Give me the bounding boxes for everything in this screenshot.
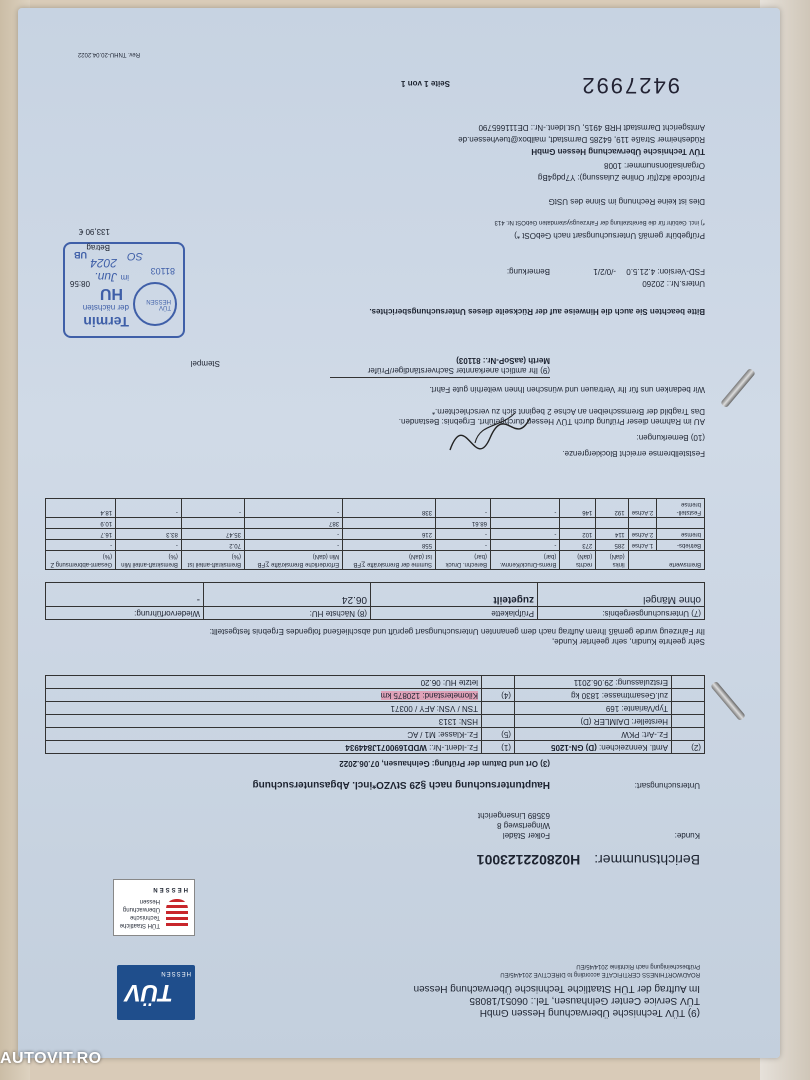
remarks-line-1: AU im Rahmen dieser Prüfung durch TÜV Hessen durchgeführt. Ergebnis: Bestanden.: [398, 417, 705, 426]
brake-row: [46, 529, 705, 540]
logo-text: TÜV: [125, 979, 173, 1006]
brake-row-label: Betriebs-: [657, 540, 705, 551]
crest-label: HESSEN: [151, 886, 188, 892]
brake-row: [46, 540, 705, 551]
field-code: (4): [482, 689, 515, 702]
crest-text-2: Technische: [129, 914, 160, 920]
place-date: (3) Ort und Datum der Prüfung: Gelnhausen, 07.06.2022: [339, 759, 550, 768]
brake-cell: -: [116, 499, 182, 518]
brake-cell: 16.7: [46, 529, 116, 540]
fsd-version: 4.21.5.0: [626, 267, 656, 276]
stamp-im: im: [120, 273, 129, 282]
brake-cell: 83.3: [116, 529, 182, 540]
seal-text: TÜV HESSEN: [146, 298, 171, 310]
stamp-date: Jun. 2024: [90, 256, 117, 284]
brake-cell: 68.61: [436, 518, 491, 529]
variant: 169: [605, 704, 620, 713]
result-defects: ohne Mängel: [538, 583, 705, 607]
hsn: 1313: [438, 717, 457, 726]
org-line-2: TÜV Service Center Gelnhausen, Tel.: 06051/18085: [469, 995, 700, 1006]
org-line-3: Im Auftrag der TÜH Staatliche Technische Überwachung Hessen: [413, 983, 700, 994]
company-register: Amtsgericht Darmstadt HRB 4915, Ust.Ident.-Nr.: DE111665790: [478, 123, 705, 132]
brake-cell: 35.47: [181, 529, 244, 540]
remarks-line-2: Das Tragbild der Bremsscheiben an Achse 2 beginnt sich zu verschlechtern.*: [431, 407, 705, 416]
brake-table: [45, 498, 705, 570]
company-address: Rüdesheimer Straße 119, 64285 Darmstadt, mailbox@tuevhessen.de: [458, 135, 705, 144]
revision: Rev. TNHU-20.04.2022: [77, 51, 140, 57]
brake-cell: 18.4: [46, 499, 116, 518]
exam-type: Hauptuntersuchung nach §29 StVZO*incl. Abgasuntersuchung: [252, 779, 550, 790]
brake-cell: -: [46, 540, 116, 551]
brake-cell: 338: [343, 499, 436, 518]
brake-header-cell: rechts (daN): [560, 551, 596, 570]
brake-header-cell: Bremswerte: [628, 551, 704, 570]
brake-cell: -: [245, 499, 343, 518]
org-line-1: (9) TÜV Technische Überwachung Hessen GmbH: [479, 1007, 700, 1018]
brake-cell: -: [181, 499, 244, 518]
next-hu: 06.24: [204, 583, 371, 607]
brake-header-cell: Berechn. Druck (bar): [436, 551, 491, 570]
variant-label: Typ/Variante:: [621, 704, 668, 713]
brake-cell: 273: [560, 540, 596, 551]
brake-cell: -: [245, 529, 343, 540]
customer-city: 63589 Linsengericht: [477, 811, 550, 820]
fee-line: Prüfgebühr gemäß Untersuchungsart nach GebOSt *): [514, 231, 705, 240]
vehicle-class: M1 / AC: [407, 730, 436, 739]
brake-cell: 216: [343, 529, 436, 540]
tuv-hessen-seal-icon: [133, 282, 177, 326]
revisit: -: [46, 583, 204, 607]
crest-text-4: Hessen: [139, 898, 160, 904]
org-header: [210, 962, 700, 1018]
brake-row-label: [657, 518, 705, 529]
last-hu: 06.20: [420, 678, 441, 687]
org-number: Organisationsnummer: 1008: [604, 161, 705, 170]
mass-label: zul.Gesamtmasse:: [601, 691, 668, 700]
code-line: Prüfcode ikfz(für Online Zulassung): Y7pdg4Bg: [537, 173, 705, 182]
notice-line-2: Ihr Fahrzeug wurde gemäß Ihrem Auftrag nach dem genannten Untersuchungsart geprüft und abschließend folgendes Ergebnis festgestellt:: [209, 627, 705, 636]
brake-cell: 146: [560, 499, 596, 518]
vehicle-type: PKW: [621, 730, 640, 739]
stamp-title: Termin: [83, 314, 129, 330]
brake-cell: [560, 518, 596, 529]
stamp-signature: SO: [127, 250, 143, 262]
stamp-label: Stempel: [190, 359, 220, 368]
brake-header-cell: Brems-Druck/Kennw. (bar): [490, 551, 559, 570]
customer-name: Folker Städel: [502, 831, 550, 840]
amount: 133,90 €: [78, 227, 110, 236]
km-label: Kilometerstand:: [422, 691, 478, 700]
brake-cell: [490, 518, 559, 529]
fsd-label: FSD-Version:: [657, 267, 705, 276]
thanks-line: Wir bedanken uns für Ihr Vertrauen und wünschen Ihnen weiterhin gute Fahrt.: [429, 385, 705, 394]
first-reg-label: Erstzulassung:: [615, 678, 668, 687]
vin-value: WDD1690071J844934: [345, 743, 427, 752]
stamp-sub: der nächsten: [82, 303, 129, 312]
hints-line: Bitte beachten Sie auch die Hinweise auf der Rückseite dieses Untersuchungsberichtes.: [369, 307, 705, 316]
order-line: [642, 278, 705, 288]
no-invoice: Dies ist keine Rechnung im Sinne des UStG: [548, 197, 705, 206]
tsn: AFY / 00371: [390, 704, 435, 713]
crest-text-3: Überwachung: [122, 906, 160, 912]
maker-label: Hersteller:: [631, 717, 668, 726]
brake-cell: 2.Achse: [628, 529, 657, 540]
plate-label: Amtl. Kennzeichen:: [599, 743, 668, 752]
brake-header-cell: Bremskraft-anteil Min (%): [116, 551, 182, 570]
brake-header-cell: links (daN): [596, 551, 628, 570]
cert-line-2: Prüfbescheinigung nach Richtlinie 2014/45/EU: [576, 963, 700, 969]
logo-subtext: HESSEN: [160, 970, 191, 976]
brake-header-cell: Gesamt-abbremsung Z (%): [46, 551, 116, 570]
stamp-code: UB: [74, 250, 87, 260]
brake-cell: 2.Achse: [628, 499, 657, 518]
brake-header-cell: Erforderliche Bremskräfte ∑FB Min (daN): [245, 551, 343, 570]
vehicle-table: [45, 675, 705, 754]
vehicle-type-label: Fz.-Art:: [641, 730, 668, 739]
plate-value: (D) GN-1205: [551, 743, 597, 752]
brake-cell: -: [116, 540, 182, 551]
result-table: [45, 582, 705, 620]
hu-due-stamp: [63, 242, 185, 338]
tuv-logo: [117, 965, 195, 1020]
field-code: (1): [482, 741, 515, 754]
brake-cell: 558: [343, 540, 436, 551]
fsd-line: [593, 266, 705, 276]
examiner-block: [330, 355, 550, 378]
brake-cell: 102: [560, 529, 596, 540]
hessen-crest: [113, 879, 195, 936]
brake-cell: -: [436, 529, 491, 540]
customer-block: [478, 810, 550, 840]
brake-cell: -: [436, 540, 491, 551]
brake-row: [46, 499, 705, 518]
lion-crest-icon: [166, 899, 188, 929]
report-number-row: [477, 852, 700, 868]
customer-label: Kunde:: [674, 831, 700, 840]
amount-label: Betrag: [86, 243, 110, 252]
vehicle-class-label: Fz.-Klasse:: [437, 730, 478, 739]
brake-header-cell: Bremskraft-anteil Ist (%): [181, 551, 244, 570]
brake-cell: -: [490, 499, 559, 518]
mass: 1830 kg: [571, 691, 600, 700]
brake-cell: 70.2: [181, 540, 244, 551]
brake-cell: [596, 518, 628, 529]
brake-cell: -: [245, 540, 343, 551]
rotated-document: [18, 8, 780, 1058]
brake-cell: 1.Achse: [628, 540, 657, 551]
stamp-number: 81103: [150, 266, 175, 276]
cert-line-1: ROADWORTHINESS CERTIFICATE according to DIRECTIVE 2014/45/EU: [500, 971, 700, 977]
last-hu-label: letzte HU:: [442, 678, 478, 687]
field-code: (2): [672, 741, 705, 754]
order-number: 20260: [642, 279, 665, 288]
brake-cell: [628, 518, 657, 529]
next-hu-label: (8) Nächste HU:: [204, 607, 371, 620]
vin-label: Fz.-Ident.-Nr.:: [429, 743, 478, 752]
page-number: Seite 1 von 1: [401, 79, 450, 88]
result-label: (7) Untersuchungsergebnis:: [538, 607, 705, 620]
customer-street: Wingertsweg 8: [497, 821, 550, 830]
brake-cell: 10.9: [46, 518, 116, 529]
hsn-label: HSN:: [458, 717, 478, 726]
brake-cell: [343, 518, 436, 529]
notice: [45, 626, 705, 646]
remark-label: Bemerkung:: [506, 267, 550, 276]
company-name: TÜV Technische Überwachung Hessen GmbH: [531, 147, 705, 156]
brake-footnote: Feststellbremse erreicht Blockiergrenze.: [562, 449, 705, 458]
watermark: AUTOVIT.RO: [0, 1050, 102, 1067]
brake-cell: 192: [596, 499, 628, 518]
examiner-name: Merth (aaSoP-Nr.: 81103): [456, 356, 550, 365]
brake-cell: [116, 518, 182, 529]
km-value: 120875 km: [380, 691, 421, 700]
brake-cell: -: [436, 499, 491, 518]
brake-cell: 114: [596, 529, 628, 540]
report-number-label: Berichtsnummer:: [594, 852, 700, 868]
time: 08:56: [69, 279, 90, 288]
brake-header-row: [46, 551, 705, 570]
crest-text-1: TÜH Staatliche: [119, 922, 160, 928]
examiner-signature: [445, 398, 535, 458]
fsd-extra: -/0/2/1: [593, 267, 617, 276]
brake-cell: [181, 518, 244, 529]
report-number: H028022123001: [476, 852, 581, 868]
badge-status: zugeteilt: [371, 583, 538, 607]
brake-header-cell: Summe der Bremskräfte ∑FB Ist (daN): [343, 551, 436, 570]
notice-line-1: Sehr geehrte Kundin, sehr geehrter Kunde,: [552, 637, 705, 646]
brake-row-label: Feststell- bremse: [657, 499, 705, 518]
exam-type-label: Untersuchungsart:: [634, 781, 700, 790]
inspection-report-sheet: [18, 8, 780, 1058]
brake-cell: -: [490, 529, 559, 540]
badge-label: Prüfplakette: [371, 607, 538, 620]
field-code: (5): [482, 728, 515, 741]
handwritten-number: 9427992: [580, 73, 680, 98]
brake-cell: 387: [245, 518, 343, 529]
stamp-hu: HU: [99, 285, 123, 302]
tsn-label: TSN / VSN:: [436, 704, 478, 713]
revisit-label: Wiedervorführung:: [46, 607, 204, 620]
maker: DAIMLER (D): [580, 717, 630, 726]
brake-cell: -: [490, 540, 559, 551]
brake-row: [46, 518, 705, 529]
remarks-title: (10) Bemerkungen:: [636, 433, 705, 442]
examiner-line-1: (9) Ihr amtlich anerkannter Sachverständiger/Prüfer: [367, 366, 550, 375]
order-label: Unters.Nr.:: [666, 279, 705, 288]
brake-cell: 285: [596, 540, 628, 551]
fee-note: *) incl. Gebühr für die Bereitstellung der Fahrzeugsystemdaten GebOSt Nr. 413: [494, 219, 705, 225]
brake-row-label: bremse: [657, 529, 705, 540]
first-reg: 29.06.2011: [573, 678, 614, 687]
